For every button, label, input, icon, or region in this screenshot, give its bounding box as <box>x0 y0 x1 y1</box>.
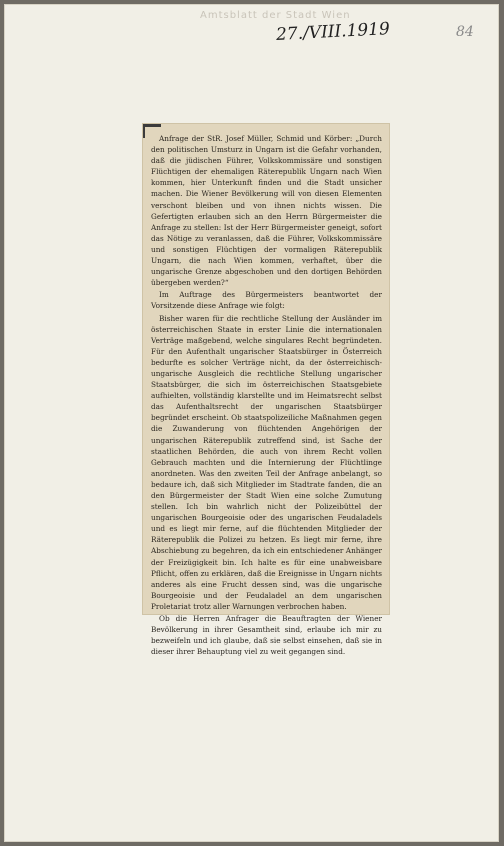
newspaper-clipping <box>143 124 389 657</box>
clipping-corner-mark <box>143 124 161 138</box>
article-paragraph-3: Bisher waren für die rechtliche Stellung der Ausländer im österreichischen Staate in erster Linie die internationalen Verträge maßgebend, welche singulares Recht begründeten. Für den Aufenthalt ungarischer Staatsbürger in Österreich bedurfte es solcher Verträge nicht, da der österreichisch-ungarische Ausgleich die rechtliche Stellung ungarischer Staatsbürger, die sich im österreichischen Staatsgebiete aufhielten, vollständig klarstellte und im Heimatsrecht selbst das Aufenthaltsrecht der ungarischen Staatsbürger begründet erscheint. Ob staatspolizeiliche Maßnahmen gegen die Zuwanderung von flüchtenden Angehörigen der ungarischen Räterepublik zutreffend sind, ist Sache der staatlichen Behörden, die auch von ihrem Recht vollen Gebrauch machten und die Internierung der Flüchtlinge anordneten. Was den zweiten Teil der Anfrage anbelangt, so bedaure ich, daß sich Mitglieder im Stadtrate fanden, die an den Bürgermeister der Stadt Wien eine solche Zumutung stellen. Ich bin wahrlich nicht der Polizeibüttel der ungarischen Bourgeoisie oder des ungarischen Feudaladels und es liegt mir ferne, auf die flüchtenden Mitglieder der Räterepublik die Polizei zu hetzen. Es liegt mir ferne, ihre Abschiebung zu begehren, da ich ein entschiedener Anhänger der Freizügigkeit bin. Ich halte es für eine unabweisbare Pflicht, offen zu erklären, daß die Ereignisse in Ungarn nichts anderes als eine Frucht dessen sind, was die ungarische Bourgeoisie und der Feudaladel an dem ungarischen Proletariat trotz aller Warnungen verbrochen haben. <box>151 313 382 611</box>
archive-stamp: Amtsblatt der Stadt Wien <box>200 10 351 21</box>
article-paragraph-1: Anfrage der StR. Josef Müller, Schmid und Körber: „Durch den politischen Umsturz in Ungarn ist die Gefahr vorhanden, daß die jüdischen Führer, Volkskommissäre und sonstigen Flüchtigen der ehemaligen Räterepublik Ungarn nach Wien kommen, hier Unterkunft finden und die Stadt unsicher machen. Die Wiener Bevölkerung will von diesen Elementen verschont bleiben und von ihnen nichts wissen. Die Gefertigten erlauben sich an den Herrn Bürgermeister die Anfrage zu stellen: Ist der Herr Bürgermeister geneigt, sofort das Nötige zu veranlassen, daß die Führer, Volkskommissäre und sonstigen Flüchtigen der vormaligen Räterepublik Ungarn, die nach Wien kommen, verhaftet, über die ungarische Grenze abgeschoben und den dortigen Behörden übergeben werden?“ <box>151 134 382 288</box>
article-paragraph-4: Ob die Herren Anfrager die Beauftragten der Wiener Bevölkerung in ihrer Gesamtheit sind, erlaube ich mir zu bezweifeln und ich glaube, daß sie selbst einsehen, daß sie in dieser ihrer Behauptung viel zu weit gegangen sind. <box>151 614 382 657</box>
article-paragraph-2: Im Auftrage des Bürgermeisters beantwortet der Vorsitzende diese Anfrage wie folgt: <box>151 290 382 311</box>
page-number: 84 <box>456 24 474 40</box>
handwritten-date: 27./VIII.1919 <box>275 19 391 45</box>
